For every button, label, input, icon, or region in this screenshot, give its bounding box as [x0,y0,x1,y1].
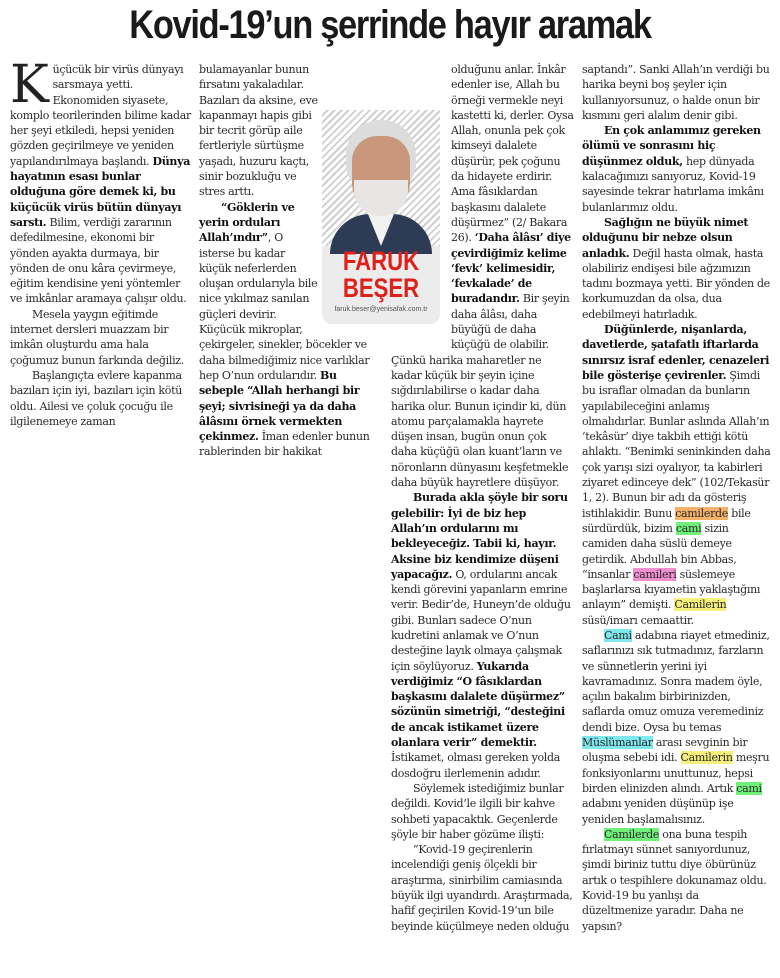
highlight-yellow: Camilerin [674,598,727,612]
text: adabını yeniden düşünüp işe yeniden başlamalısınız. [582,797,734,826]
text: İstikamet, olması gereken yolda dosdoğru ilerlemenin adıdır. [391,751,561,780]
paragraph [582,628,772,827]
text: bulamayanlar bunun fırsatını yakaladılar. Bazıları da aksine, eve kapanmayı hapis gibi bir tecrit görüp aile fertleriyle sürtüşme yaşadı, huzuru kaçtı, sinir bozukluğu ve stres arttı. [199,63,318,199]
text: bile sürdürdük, bizim [582,506,751,535]
author-last-name: BEŞER [342,273,420,303]
highlight-green: cami [736,781,762,795]
bold-text: Sağlığın ne büyük nimet olduğunu bir nebze olsun anladık. [582,215,749,260]
text: süsü/imarı cemaattir. [582,613,694,627]
highlight-orange: camilerde [675,506,728,520]
paragraph [582,322,772,628]
author-first-name: FARUK [342,246,420,276]
highlight-green: cami [675,521,702,535]
text: olduğunu anlar. İnkâr edenler ise, Allah bu örneği vermekle neyi kastetti ki, derler. Oysa Allah, onunla pek çok kimseyi dalalete düşürür, pek çoğunu da hidayete erdirir. Ama fâsıklardan başkasını dalalete düşürmez” (2/ Bakara 26). [451,63,574,245]
text: arası sevginin bir oluşma sebebi idi. [582,736,748,765]
column-1 [10,55,194,429]
dropcap: K [10,55,49,115]
headline: Kovid-19’un şerrinde hayır aramak [129,3,651,47]
bold-text: Bu sebeple “Allah herhangi bir şeyi; sivrisineği ya da daha âlâsını örnek vermekten çekinmez. [199,368,360,444]
bold-text: Burada akla şöyle bir soru gelebilir: İyi de biz hep Allah’ın ordularını mı bekleyeceğiz. Tabii ki, hayır. Aksine biz kendimize düşeni yapacağız. [391,491,568,581]
text: sizin camiden daha süslü demeye getirdik. Abdullah bin Abbas, “insanlar [582,521,737,581]
paragraph: Söylemek istediğimiz bunlar değildi. Kovid’le ilgili bir kahve sohbeti yapacaktık. Geçenlerde şöyle bir haber gözüme ilişti: [391,781,564,841]
text: Bir şeyin daha âlâsı, daha büyüğü de daha küçüğü de olabilir. Çünkü harika maharetler ne kadar küçük bir şeyin içine sığdırılabilirse o kadar daha harika olur. Bunun içindir ki, dün atomu parçalamakla hayrete düşen insan, bugün onun çok daha küçüğü olan kuant’ların ve nöronların dünyasını keşfetmekle daha büyük hayretlere düşüyor. [391,292,570,490]
highlight-cyan: Müslümanlar [582,736,653,750]
paragraph [10,55,194,307]
text: Şimdi bu israflar olmadan da bunların yapılabileceğini anlamış olmalıdırlar. Bunlar aslında Allah’ın ‘tekâsür’ diye takbih ettiği kötü ahlaktı. “Benimki seninkinden daha çok yarışı sizi oyalıyor, ta kabirleri ziyaret edinceye dek” (102/Tekasür 1, 2). Bunun bir adı da gösteriş istihlakidir. Bunu [582,368,771,520]
text: İman edenler bunun rablerinden bir hakikat [199,430,370,459]
highlight-pink: camileri [633,567,677,581]
bold-quote: “Göklerin ve yerin orduları Allah’ındır” [199,200,295,245]
paragraph [582,215,772,322]
column-4 [582,62,772,934]
bold-text: ‘Daha âlâsı’ diye çevirdiğimiz kelime ‘fevk’ kelimesidir, ‘fevkalade’ de buradandır. [451,231,571,306]
author-email[interactable]: faruk.beser@yenisafak.com.tr [334,306,428,313]
paragraph: Başlangıçta evlere kapanma bazıları için iyi, bazıları için kötü oldu. Ailesi ve çoluk çocuğu ile ilgilenemeye zaman [10,368,183,428]
paragraph [582,827,772,934]
bold-text: Yukarıda verdiğimiz “O fâsıklardan başkasını dalalete düşürmez” sözünün simetriği, “desteğini de ancak istikamet üzere olanlara verir” demektir. [391,659,565,750]
author-beard [354,180,408,216]
paragraph [391,490,575,781]
text: ona buna tespih fırlatmayı sünnet sanıyordunuz, şimdi biriniz tuttu diye öbürünüz artık o tespihlere dokunamaz oldu. Kovid-19 bu yanlışı da düzeltmenize yaradır. Daha ne yapsın? [582,827,767,933]
paragraph [582,123,772,215]
bold-text: En çok anlamımız gereken ölümü ve sonrasını hiç düşünmez olduk, [582,124,761,168]
paragraph: Mesela yaygın eğitimde internet dersleri muazzam bir imkân oluşturdu ama hala çoğumuz bunun farkında değiliz. [10,307,184,367]
paragraph: “Kovid-19 geçirenlerin incelendiği geniş ölçekli bir araştırma, sinirbilim camiasında büyük ilgi uyandırdı. Araştırmada, hafif geçirilen Kovid-19’un bile beyinde küçülmeye neden olduğu [391,843,573,933]
author-photo [322,110,440,246]
text: hep dünyada kalacağımızı sanıyoruz, Kovid-19 sayesinde tekrar hatırlama imkânı bulanlarımız oldu. [582,154,764,214]
highlight-yellow: Camilerin [680,751,733,765]
bold-text: Düğünlerde, nişanlarda, davetlerde, şatafatlı iftarlarda sınırsız israf edenler, cenazeleri bile gösterişe çevirenler. [582,323,770,382]
bold-text: Dünya hayatının esası bunlar olduğuna göre demek ki, bu küçücük virüs bütün dünyayı sarstı. [10,154,191,229]
highlight-green: Camilerde [604,827,660,841]
text: O, ordularını ancak kendi görevini yapanların emrine verir. Bedir’de, Huneyn’de olduğu gibi. Bunları sadece O’nun kudretini anlamak ve O’nun desteğine layık olmaya çalışmak için söylüyoruz. [391,567,571,673]
text: adabına riayet etmediniz, saflarınızı sık tutmadınız, farzların ve sünnetlerin yerini iyi kavramadınız. Sonra madem öyle, açılın bakalım birbirinizden, saflarda omuz omuza veremediniz dendi bize. Oysa bu temas [582,628,770,734]
text: Bilim, verdiği zararının defedilmesine, ekonomi bir yönden ayakta durmaya, bir yönden de onu kâra çevirmeye, eğitim kendisine yeni yöntemler ve imkânlar aramaya çalışır oldu. [10,215,187,306]
text: meşru fonksiyonlarını unuttunuz, hepsi birden elinizden alındı. Artık [582,751,770,795]
author-box [322,110,440,324]
author-name [333,248,430,302]
text: Değil hasta olmak, hasta olabiliriz endişesi bile ağzımızın tadını bozmaya yetti. Bir yönden de korkumuzdan da olsa, dua edebilmeyi hatırladık. [582,246,770,321]
paragraph: saptandı”. Sanki Allah’ın verdiği bu harika beyni boş şeyler için kullanıyorsunuz, o halde onun bir kısmını geri alalım denir gibi. [582,63,770,122]
text: süslemeye başlarlarsa kıyametin yaklaştığını anlayın” demişti. [582,567,761,612]
highlight-cyan: Cami [604,628,632,642]
text: üçücük bir virüs dünyayı sarsmaya yetti. Ekonomiden siyasete, komplo teorilerinden bilime kadar her şeyi etkiledi, hepsi yeniden gözden geçirilmeye ve yeniden yapılandırılmaya başlandı. [10,63,191,168]
text: , O isterse bu kadar küçük neferlerden oluşan ordularıyla bile nice yıkılmaz sanılan güçleri devirir. Küçücük mikroplar, çekirgeler, sinekler, böcekler ve daha bilmediğimiz nice varlıklar hep O’nun ordularıdır. [199,231,370,382]
